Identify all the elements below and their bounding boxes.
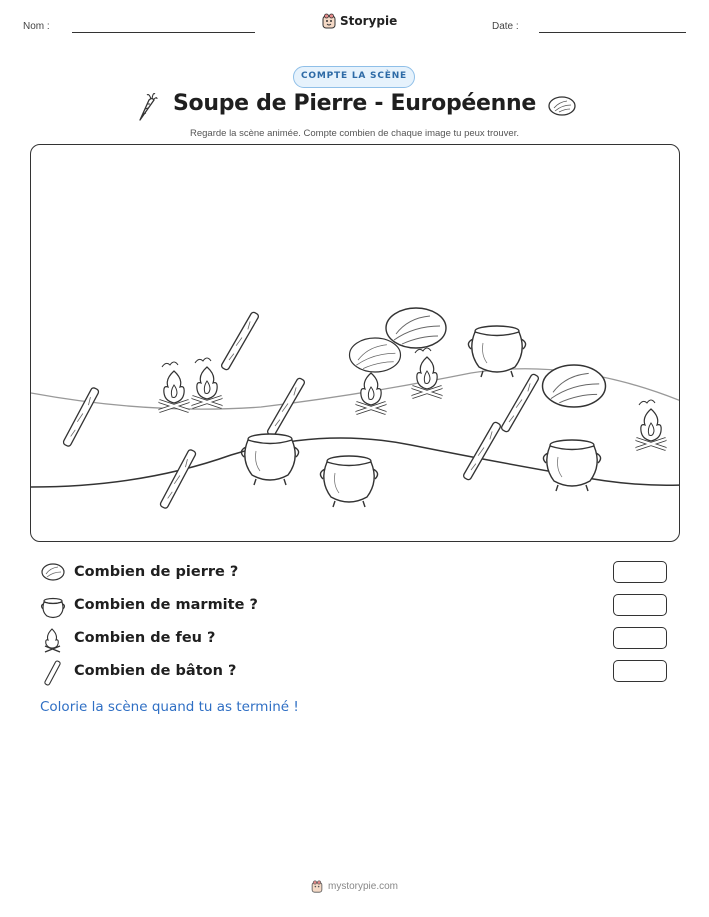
name-line[interactable] (72, 32, 255, 33)
name-label: Nom : (23, 21, 50, 32)
question-label: Combien de marmite ? (74, 597, 258, 613)
question-label: Combien de feu ? (74, 630, 216, 646)
footer-site[interactable]: mystorypie.com (327, 881, 398, 892)
date-line[interactable] (539, 32, 686, 33)
coloring-instruction: Colorie la scène quand tu as terminé ! (40, 699, 299, 715)
page-title: Soupe de Pierre - Européenne (172, 91, 537, 116)
fire-icon (40, 627, 66, 653)
brand (322, 13, 397, 29)
activity-badge: COMPTE LA SCÈNE (293, 66, 415, 88)
question-fire (40, 627, 680, 653)
storypie-logo-icon (322, 13, 336, 29)
instructions: Regarde la scène animée. Compte combien de chaque image tu peux trouver. (189, 128, 519, 139)
question-stone (40, 561, 680, 587)
question-pot (40, 594, 680, 620)
storypie-logo-icon (311, 880, 323, 893)
date-label: Date : (492, 21, 519, 32)
question-label: Combien de pierre ? (74, 564, 239, 580)
answer-box-fire[interactable] (613, 627, 667, 649)
scene-drawing (31, 145, 680, 542)
question-stick (40, 660, 680, 686)
footer (0, 880, 709, 893)
brand-name: Storypie (340, 14, 398, 28)
pot-icon (40, 594, 66, 620)
stick-icon (40, 660, 66, 686)
answer-box-stick[interactable] (613, 660, 667, 682)
scene-picture[interactable] (30, 144, 680, 542)
stone-icon (40, 561, 66, 587)
stone-icon (547, 95, 577, 117)
answer-box-stone[interactable] (613, 561, 667, 583)
question-label: Combien de bâton ? (74, 663, 237, 679)
answer-box-pot[interactable] (613, 594, 667, 616)
